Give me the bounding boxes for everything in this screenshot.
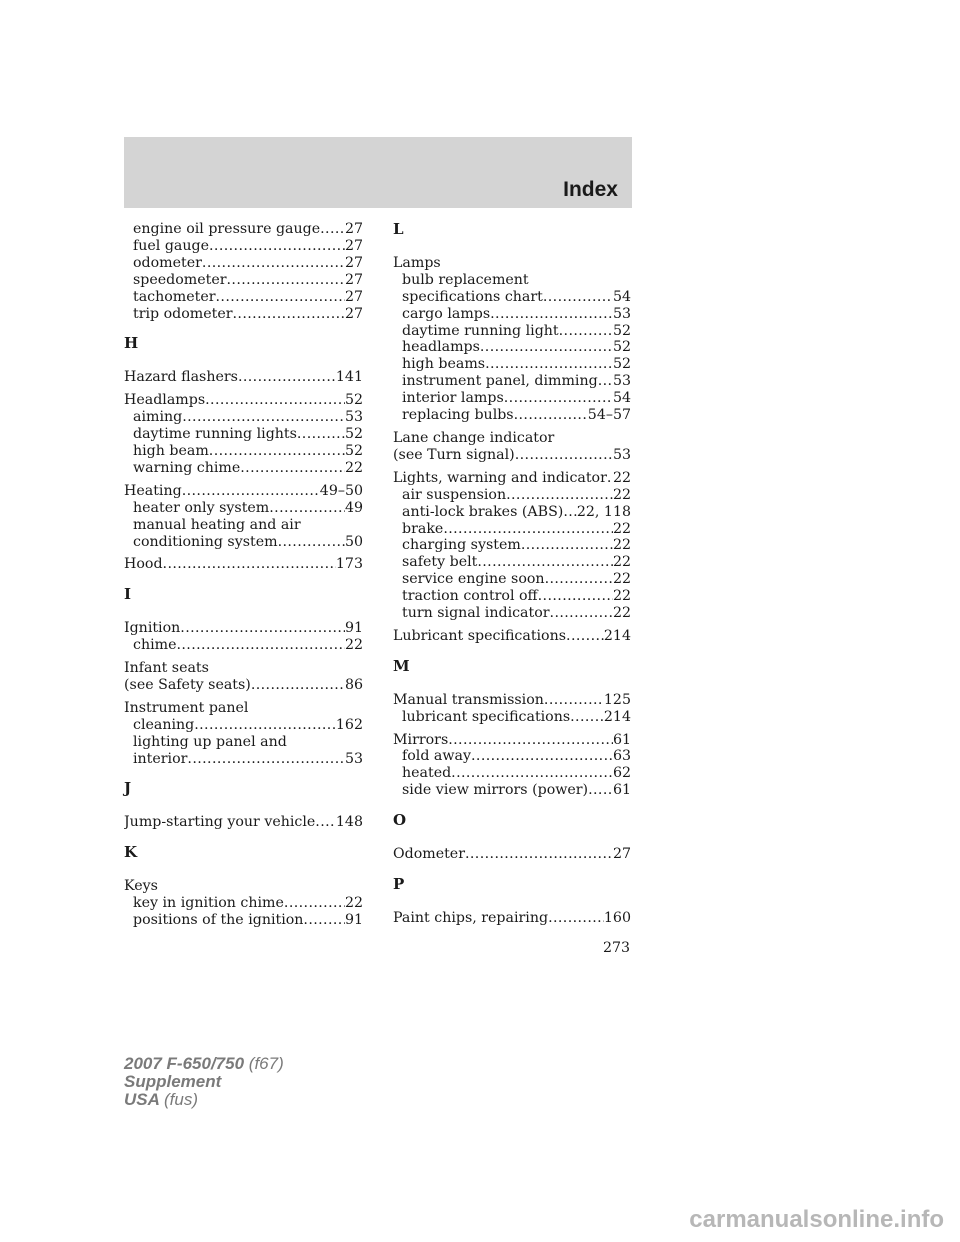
entry-text: Odometer — [393, 846, 465, 863]
entry-page-ref: 27 — [344, 254, 363, 271]
entry-page-ref: 53 — [612, 305, 631, 322]
index-letter-heading: K — [124, 843, 138, 862]
index-entry — [393, 910, 631, 927]
index-subentry — [393, 373, 631, 390]
dot-leader — [278, 534, 345, 551]
dot-leader — [297, 426, 345, 443]
entry-text: Headlamps — [124, 392, 206, 409]
dot-leader — [465, 846, 613, 863]
entry-text: heater only system — [133, 499, 270, 516]
index-subentry — [124, 637, 363, 654]
index-column-left — [124, 221, 363, 929]
entry-page-ref: 148 — [335, 814, 363, 831]
entry-page-ref: 27 — [344, 237, 363, 254]
index-subentry — [124, 238, 363, 255]
entry-page-ref: 173 — [335, 556, 363, 573]
entry-text: specifications chart — [402, 288, 543, 305]
dot-leader — [202, 255, 345, 272]
dot-leader — [538, 588, 613, 605]
entry-text: instrument panel, dimming — [402, 373, 598, 390]
index-subentry — [124, 289, 363, 306]
dot-leader — [303, 912, 345, 929]
index-subentry — [124, 409, 363, 426]
index-subentry — [124, 500, 363, 517]
entry-page-ref: 22 — [612, 537, 631, 554]
index-entry — [393, 732, 631, 749]
footer-region: USA — [124, 1090, 160, 1109]
index-letter-heading: L — [393, 220, 404, 238]
dot-leader — [180, 620, 345, 637]
entry-text: cleaning — [133, 716, 195, 733]
dot-leader — [448, 732, 613, 749]
index-subentry — [393, 709, 631, 726]
dot-leader — [187, 751, 345, 768]
dot-leader — [559, 323, 613, 340]
footer-line-doc — [124, 1073, 284, 1091]
entry-page-ref: 214 — [603, 708, 631, 725]
index-letter-heading: M — [393, 656, 410, 675]
entry-text: bulb replacement — [402, 271, 529, 288]
footer-region-code: (fus) — [164, 1090, 198, 1109]
entry-page-ref: 54–57 — [587, 407, 631, 424]
index-subentry — [393, 356, 631, 373]
entry-text: positions of the ignition — [133, 912, 304, 928]
entry-page-ref: 27 — [612, 846, 631, 863]
index-subentry — [393, 272, 631, 289]
entry-text: interior — [133, 750, 188, 767]
dot-leader — [485, 356, 613, 373]
dot-leader — [240, 460, 345, 477]
entry-page-ref: 22 — [612, 520, 631, 537]
entry-text: Keys — [124, 878, 158, 895]
entry-page-ref: 52 — [612, 356, 631, 373]
dot-leader — [443, 521, 613, 538]
section-title: Index — [563, 178, 618, 201]
entry-text: high beam — [133, 442, 209, 459]
index-entry — [124, 700, 363, 717]
entry-text: lubricant specifications — [402, 708, 571, 725]
index-subentry — [124, 443, 363, 460]
entry-text: turn signal indicator — [402, 605, 550, 622]
entry-page-ref: 54 — [612, 390, 631, 407]
entry-page-ref: 91 — [344, 620, 363, 637]
index-subentry — [124, 460, 363, 477]
dot-leader — [570, 709, 604, 726]
dot-leader — [506, 487, 613, 504]
entry-text: Lamps — [393, 254, 441, 271]
index-subentry — [393, 487, 631, 504]
entry-page-ref: 22 — [612, 486, 631, 503]
index-entry — [124, 814, 363, 831]
entry-text: service engine soon — [402, 571, 545, 588]
index-entry — [393, 846, 631, 863]
entry-page-ref: 22 — [344, 895, 363, 912]
watermark: carmanualsonline.info — [689, 1206, 944, 1233]
index-subentry — [393, 407, 631, 424]
entry-page-ref: 52 — [612, 339, 631, 356]
index-subentry — [393, 748, 631, 765]
index-subentry — [393, 390, 631, 407]
dot-leader — [544, 692, 604, 709]
entry-text: Lane change indicator — [393, 429, 555, 446]
entry-text: high beams — [402, 356, 486, 373]
index-subentry — [393, 554, 631, 571]
entry-page-ref: 162 — [335, 716, 363, 733]
index-letter-heading: H — [124, 334, 139, 353]
entry-page-ref: 27 — [344, 271, 363, 288]
dot-leader — [216, 289, 345, 306]
index-entry — [393, 628, 631, 645]
entry-text: daytime running light — [402, 322, 559, 339]
entry-text: speedometer — [133, 271, 227, 288]
dot-leader — [238, 369, 336, 386]
dot-leader — [550, 605, 613, 622]
entry-page-ref: 53 — [612, 446, 631, 463]
entry-page-ref: 63 — [612, 748, 631, 765]
entry-text: air suspension — [402, 486, 507, 503]
dot-leader — [227, 272, 345, 289]
entry-page-ref: 27 — [344, 221, 363, 237]
dot-leader — [182, 409, 345, 426]
index-subentry — [393, 605, 631, 622]
entry-page-ref: 53 — [612, 373, 631, 390]
entry-text: Heating — [124, 482, 182, 499]
dot-leader — [233, 306, 345, 323]
dot-leader — [209, 238, 345, 255]
footer-model-code: (f67) — [248, 1054, 284, 1073]
entry-page-ref: 91 — [344, 912, 363, 928]
entry-text: interior lamps — [402, 390, 504, 407]
entry-text: traction control off — [402, 588, 538, 605]
entry-page-ref: 160 — [603, 909, 631, 926]
entry-text: daytime running lights — [133, 426, 297, 443]
index-subentry — [393, 537, 631, 554]
dot-leader — [477, 554, 613, 571]
entry-page-ref: 22 — [612, 554, 631, 571]
entry-page-ref: 22, 118 — [576, 503, 631, 520]
dot-leader — [543, 289, 613, 306]
entry-text: replacing bulbs — [402, 407, 514, 424]
index-letter-heading: O — [393, 811, 407, 830]
index-subentry — [393, 323, 631, 340]
index-entry — [124, 677, 363, 694]
entry-text: fold away — [402, 748, 471, 765]
entry-text: Hood — [124, 556, 163, 573]
index-subentry — [124, 534, 363, 551]
index-subentry — [393, 289, 631, 306]
dot-leader — [598, 373, 613, 390]
entry-page-ref: 214 — [603, 627, 631, 644]
index-subentry — [393, 339, 631, 356]
index-entry — [124, 483, 363, 500]
dot-leader — [548, 910, 604, 927]
entry-text: Jump-starting your vehicle — [124, 814, 316, 831]
index-entry — [393, 692, 631, 709]
entry-text: manual heating and air — [133, 516, 301, 533]
entry-text: aiming — [133, 409, 183, 426]
entry-text: (see Turn signal) — [393, 446, 515, 463]
footer-model: 2007 F-650/750 — [124, 1054, 245, 1073]
entry-text: Hazard flashers — [124, 369, 238, 386]
index-column-right — [393, 221, 631, 927]
dot-leader — [504, 390, 613, 407]
index-subentry — [124, 426, 363, 443]
entry-page-ref: 52 — [344, 442, 363, 459]
index-subentry — [124, 306, 363, 323]
entry-text: fuel gauge — [133, 237, 209, 254]
dot-leader — [545, 571, 613, 588]
dot-leader — [451, 765, 613, 782]
entry-text: Paint chips, repairing — [393, 909, 549, 926]
entry-text: brake — [402, 520, 444, 537]
entry-page-ref: 125 — [603, 691, 631, 708]
dot-leader — [521, 537, 613, 554]
entry-text: Ignition — [124, 620, 181, 637]
entry-text: Lights, warning and indicator — [393, 469, 607, 486]
entry-text: Lubricant specifications — [393, 627, 567, 644]
entry-page-ref: 22 — [344, 459, 363, 476]
entry-text: conditioning system — [133, 533, 278, 550]
dot-leader — [490, 306, 613, 323]
index-letter-heading: P — [393, 875, 405, 893]
footer-line-model — [124, 1055, 284, 1073]
entry-page-ref: 22 — [612, 571, 631, 588]
entry-page-ref: 61 — [612, 731, 631, 748]
index-letter-heading: J — [124, 779, 132, 798]
entry-page-ref: 52 — [344, 392, 363, 409]
dot-leader — [566, 628, 604, 645]
entry-text: charging system — [402, 537, 521, 554]
entry-page-ref: 27 — [344, 305, 363, 322]
index-entry — [124, 392, 363, 409]
index-subentry — [124, 717, 363, 734]
entry-page-ref: 52 — [344, 426, 363, 443]
entry-page-ref: 141 — [335, 369, 363, 386]
entry-page-ref: 22 — [612, 588, 631, 605]
index-subentry — [124, 255, 363, 272]
footer-line-region — [124, 1091, 284, 1109]
entry-text: odometer — [133, 254, 202, 271]
entry-text: tachometer — [133, 288, 216, 305]
index-subentry — [393, 521, 631, 538]
dot-leader — [515, 447, 613, 464]
index-entry — [124, 660, 363, 677]
entry-page-ref: 54 — [612, 288, 631, 305]
index-letter-heading: I — [124, 585, 132, 604]
entry-page-ref: 49–50 — [319, 482, 363, 499]
index-subentry — [393, 571, 631, 588]
index-subentry — [393, 782, 631, 799]
index-entry — [124, 878, 363, 895]
entry-page-ref: 52 — [612, 322, 631, 339]
dot-leader — [284, 895, 345, 912]
header-band — [124, 137, 632, 208]
page-number: 273 — [603, 940, 631, 956]
dot-leader — [315, 814, 336, 831]
entry-text: key in ignition chime — [133, 895, 284, 912]
dot-leader — [480, 339, 613, 356]
dot-leader — [588, 782, 613, 799]
index-entry — [124, 620, 363, 637]
entry-text: warning chime — [133, 459, 241, 476]
dot-leader — [163, 556, 336, 573]
index-subentry — [393, 765, 631, 782]
index-subentry — [124, 272, 363, 289]
entry-page-ref: 86 — [344, 676, 363, 693]
dot-leader — [251, 677, 345, 694]
entry-page-ref: 22 — [612, 605, 631, 622]
entry-page-ref: 49 — [344, 499, 363, 516]
dot-leader — [182, 483, 320, 500]
index-entry — [393, 470, 631, 487]
entry-text: safety belt — [402, 554, 478, 571]
entry-page-ref: 61 — [612, 782, 631, 799]
entry-text: Mirrors — [393, 731, 449, 748]
entry-text: engine oil pressure gauge — [133, 221, 321, 237]
entry-text: anti-lock brakes (ABS) — [402, 503, 564, 520]
entry-text: cargo lamps — [402, 305, 491, 322]
entry-text: headlamps — [402, 339, 480, 356]
entry-text: heated — [402, 765, 452, 782]
index-subentry — [124, 912, 363, 929]
entry-text: lighting up panel and — [133, 733, 287, 750]
index-entry — [393, 430, 631, 447]
index-subentry — [124, 751, 363, 768]
dot-leader — [471, 748, 613, 765]
index-entry — [124, 369, 363, 386]
dot-leader — [176, 637, 344, 654]
entry-text: (see Safety seats) — [124, 676, 251, 693]
entry-text: Manual transmission — [393, 691, 544, 708]
index-subentry — [124, 517, 363, 534]
dot-leader — [194, 717, 336, 734]
index-subentry — [124, 221, 363, 238]
entry-text: Infant seats — [124, 660, 209, 677]
index-subentry — [124, 895, 363, 912]
index-subentry — [393, 306, 631, 323]
entry-page-ref: 22 — [612, 469, 631, 486]
dot-leader — [209, 443, 345, 460]
dot-leader — [269, 500, 345, 517]
index-entry — [393, 447, 631, 464]
entry-text: side view mirrors (power) — [402, 782, 589, 799]
footer — [124, 1055, 284, 1109]
entry-text: chime — [133, 637, 177, 654]
entry-page-ref: 62 — [612, 765, 631, 782]
dot-leader — [205, 392, 345, 409]
dot-leader — [514, 407, 588, 424]
index-entry — [393, 255, 631, 272]
entry-page-ref: 50 — [344, 533, 363, 550]
entry-page-ref: 27 — [344, 288, 363, 305]
entry-text: trip odometer — [133, 305, 233, 322]
entry-text: Instrument panel — [124, 699, 249, 716]
entry-page-ref: 22 — [344, 637, 363, 654]
entry-page-ref: 53 — [344, 409, 363, 426]
index-subentry — [124, 734, 363, 751]
index-subentry — [393, 588, 631, 605]
index-entry — [124, 556, 363, 573]
dot-leader — [563, 504, 577, 521]
index-subentry — [393, 504, 631, 521]
entry-page-ref: 53 — [344, 750, 363, 767]
footer-doc-type: Supplement — [124, 1072, 222, 1091]
dot-leader — [320, 221, 345, 238]
